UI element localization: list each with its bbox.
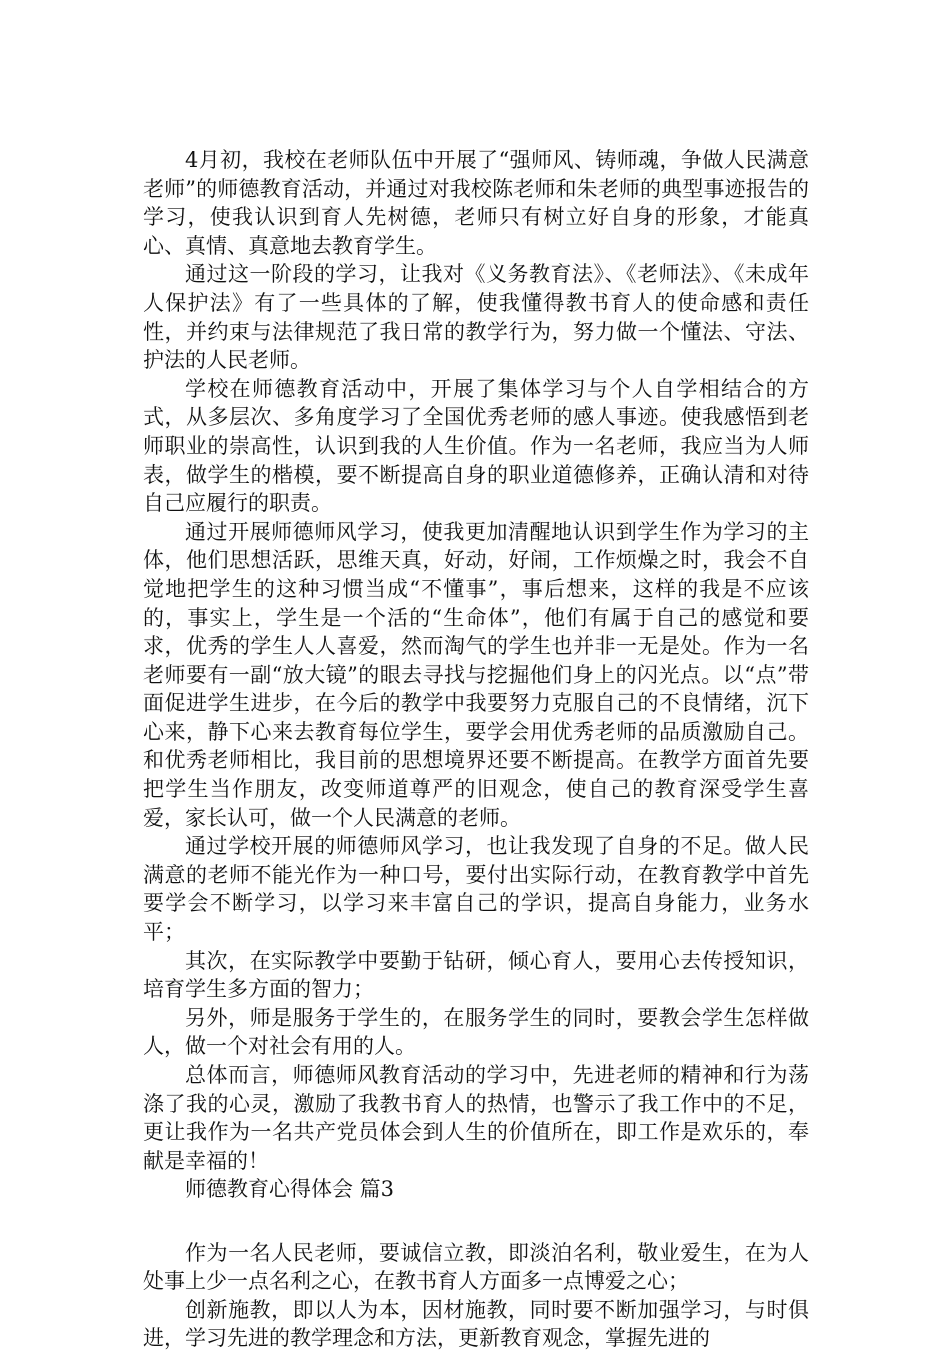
paragraph: 4月初，我校在老师队伍中开展了“强师风、铸师魂，争做人民满意老师”的师德教育活动，并通过对我校陈老师和朱老师的典型事迹报告的学习，使我认识到育人先树德，老师只有树立好自身的形象，才能真心、真情、真意地去教育学生。 bbox=[143, 148, 809, 258]
paragraph: 另外，师是服务于学生的，在服务学生的同时，要教会学生怎样做人，做一个对社会有用的人。 bbox=[143, 1005, 809, 1059]
section-heading: 师德教育心得体会 篇3 bbox=[185, 1177, 395, 1202]
paragraph: 通过开展师德师风学习，使我更加清醒地认识到学生作为学习的主体，他们思想活跃，思维天真，好动，好闹，工作烦燥之时，我会不自觉地把学生的这种习惯当成“不懂事”，事后想来，这样的我是不应该的，事实上，学生是一个活的“生命体”，他们有属于自己的感觉和要求，优秀的学生人人喜爱，然而淘气的学生也并非一无是处。作为一名老师要有一副“放大镜”的眼去寻找与挖掘他们身上的闪光点。以“点”带面促进学生进步，在今后的教学中我要努力克服自己的不良情绪，沉下心来，静下心来去教育每位学生，要学会用优秀老师的品质激励自己。和优秀老师相比，我目前的思想境界还要不断提高。在教学方面首先要把学生当作朋友，改变师道尊严的旧观念，使自己的教育深受学生喜爱，家长认可，做一个人民满意的老师。 bbox=[143, 519, 809, 830]
paragraph: 作为一名人民老师，要诚信立教，即淡泊名利，敬业爱生，在为人处事上少一点名利之心，在教书育人方面多一点博爱之心； bbox=[143, 1240, 809, 1294]
paragraph: 通过学校开展的师德师风学习，也让我发现了自身的不足。做人民满意的老师不能光作为一种口号，要付出实际行动，在教育教学中首先要学会不断学习，以学习来丰富自己的学识，提高自身能力，业务水平； bbox=[143, 834, 809, 945]
document-body bbox=[143, 146, 809, 1353]
blank-line bbox=[143, 1204, 809, 1233]
paragraph: 总体而言，师德师风教育活动的学习中，先进老师的精神和行为荡涤了我的心灵，激励了我教书育人的热情，也警示了我工作中的不足，更让我作为一名共产党员体会到人生的价值所在，即工作是欢乐的，奉献是幸福的！ bbox=[143, 1063, 809, 1173]
paragraph: 创新施教，即以人为本，因材施教，同时要不断加强学习，与时俱进，学习先进的教学理念和方法，更新教育观念，掌握先进的 bbox=[143, 1297, 809, 1351]
paragraph: 通过这一阶段的学习，让我对《义务教育法》、《老师法》、《未成年人保护法》有了一些具体的了解，使我懂得教书育人的使命感和责任性，并约束与法律规范了我日常的教学行为，努力做一个懂法、守法、护法的人民老师。 bbox=[143, 262, 809, 373]
paragraph: 学校在师德教育活动中，开展了集体学习与个人自学相结合的方式，从多层次、多角度学习了全国优秀老师的感人事迹。使我感悟到老师职业的崇高性，认识到我的人生价值。作为一名老师，我应当为人师表，做学生的楷模，要不断提高自身的职业道德修养，正确认清和对待自己应履行的职责。 bbox=[143, 376, 809, 516]
paragraph: 其次，在实际教学中要勤于钻研，倾心育人，要用心去传授知识，培育学生多方面的智力； bbox=[143, 948, 809, 1002]
